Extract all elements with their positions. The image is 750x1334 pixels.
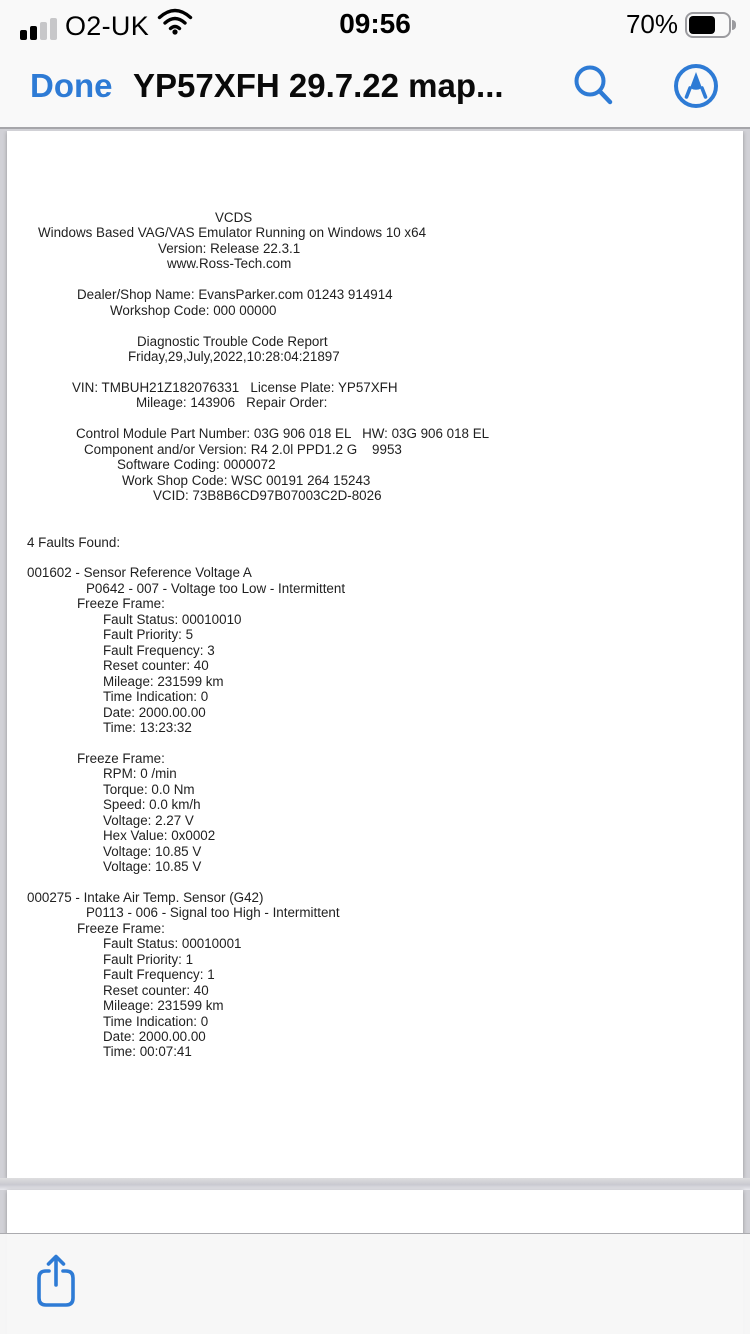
- report-line: [7, 272, 743, 287]
- report-line: Control Module Part Number: 03G 906 018 EL HW: 03G 906 018 EL: [76, 426, 490, 442]
- report-line: Fault Frequency: 3: [103, 642, 215, 658]
- report-line: VCID: 73B8B6CD97B07003C2D-8026: [153, 488, 382, 504]
- report-line: Time Indication: 0: [103, 1013, 209, 1029]
- status-bar: [0, 0, 750, 44]
- document-title: YP57XFH 29.7.22 map...: [133, 66, 504, 104]
- report-line: Voltage: 10.85 V: [103, 843, 202, 859]
- markup-icon: [670, 100, 722, 115]
- report-line: Freeze Frame:: [77, 750, 165, 766]
- share-icon: [30, 1302, 82, 1317]
- markup-button[interactable]: [670, 60, 722, 112]
- search-icon: [568, 100, 620, 115]
- report-line: Mileage: 143906 Repair Order:: [136, 395, 328, 411]
- report-line: Date: 2000.00.00: [103, 1029, 206, 1045]
- report-line: Freeze Frame:: [77, 596, 165, 612]
- report-line: Friday,29,July,2022,10:28:04:21897: [128, 349, 340, 365]
- report-line: Speed: 0.0 km/h: [103, 797, 201, 813]
- page-1: [7, 131, 743, 1178]
- search-button[interactable]: [568, 60, 620, 112]
- page-gap: [0, 1178, 750, 1190]
- report-line: VIN: TMBUH21Z182076331 License Plate: YP57XFH: [72, 379, 398, 395]
- report-line: Mileage: 231599 km: [103, 998, 224, 1014]
- report-line: [7, 519, 743, 534]
- report-line: [7, 874, 743, 889]
- report-line: P0113 - 006 - Signal too High - Intermittent: [86, 905, 340, 921]
- report-line: Voltage: 10.85 V: [103, 859, 202, 875]
- report-line: Time: 13:23:32: [103, 719, 192, 735]
- report-line: Fault Priority: 5: [103, 627, 194, 643]
- report-line: Fault Priority: 1: [103, 951, 194, 967]
- report-line: Version: Release 22.3.1: [158, 240, 301, 256]
- report-line: Fault Status: 00010001: [103, 936, 242, 952]
- report-line: RPM: 0 /min: [103, 766, 177, 782]
- carrier-label: O2-UK: [65, 11, 150, 41]
- report-line: 4 Faults Found:: [27, 534, 121, 550]
- report-line: [7, 318, 743, 333]
- report-line: P0642 - 007 - Voltage too Low - Intermittent: [86, 580, 346, 596]
- report-line: Mileage: 231599 km: [103, 673, 224, 689]
- report-line: [7, 365, 743, 380]
- report-line: www.Ross-Tech.com: [167, 256, 292, 272]
- report-line: Fault Status: 00010010: [103, 611, 242, 627]
- report-line: Time: 00:07:41: [103, 1044, 192, 1060]
- bottom-toolbar: [0, 1233, 750, 1334]
- report-line: Dealer/Shop Name: EvansParker.com 01243 914914: [77, 287, 393, 303]
- report-line: Reset counter: 40: [103, 982, 209, 998]
- report-line: [7, 550, 743, 565]
- report-line: [7, 735, 743, 750]
- time-label: 09:56: [339, 8, 411, 39]
- report-line: 001602 - Sensor Reference Voltage A: [27, 565, 252, 581]
- report-line: Component and/or Version: R4 2.0l PPD1.2 G 9953: [84, 441, 402, 457]
- report-line: Windows Based VAG/VAS Emulator Running on Windows 10 x64: [38, 225, 427, 241]
- report-line: [7, 504, 743, 519]
- report-line: [7, 411, 743, 426]
- report-body: [7, 210, 743, 1060]
- report-line: Freeze Frame:: [77, 920, 165, 936]
- nav-bar: [0, 44, 750, 129]
- share-button[interactable]: [30, 1252, 82, 1314]
- document-viewer[interactable]: [0, 131, 750, 1334]
- battery-percent-label: 70%: [625, 9, 678, 39]
- report-line: Software Coding: 0000072: [117, 457, 276, 473]
- report-line: VCDS: [215, 210, 253, 225]
- report-line: 000275 - Intake Air Temp. Sensor (G42): [27, 889, 264, 905]
- report-line: Voltage: 2.27 V: [103, 812, 194, 828]
- report-line: Date: 2000.00.00: [103, 704, 206, 720]
- report-line: Time Indication: 0: [103, 689, 209, 705]
- report-line: Hex Value: 0x0002: [103, 828, 216, 844]
- report-line: Reset counter: 40: [103, 658, 209, 674]
- report-line: Workshop Code: 000 00000: [110, 302, 277, 318]
- report-line: Diagnostic Trouble Code Report: [137, 333, 328, 349]
- report-line: Fault Frequency: 1: [103, 967, 215, 983]
- battery-icon: [685, 12, 740, 38]
- report-line: Work Shop Code: WSC 00191 264 15243: [122, 472, 371, 488]
- done-button[interactable]: Done: [30, 66, 113, 104]
- report-line: Torque: 0.0 Nm: [103, 781, 195, 797]
